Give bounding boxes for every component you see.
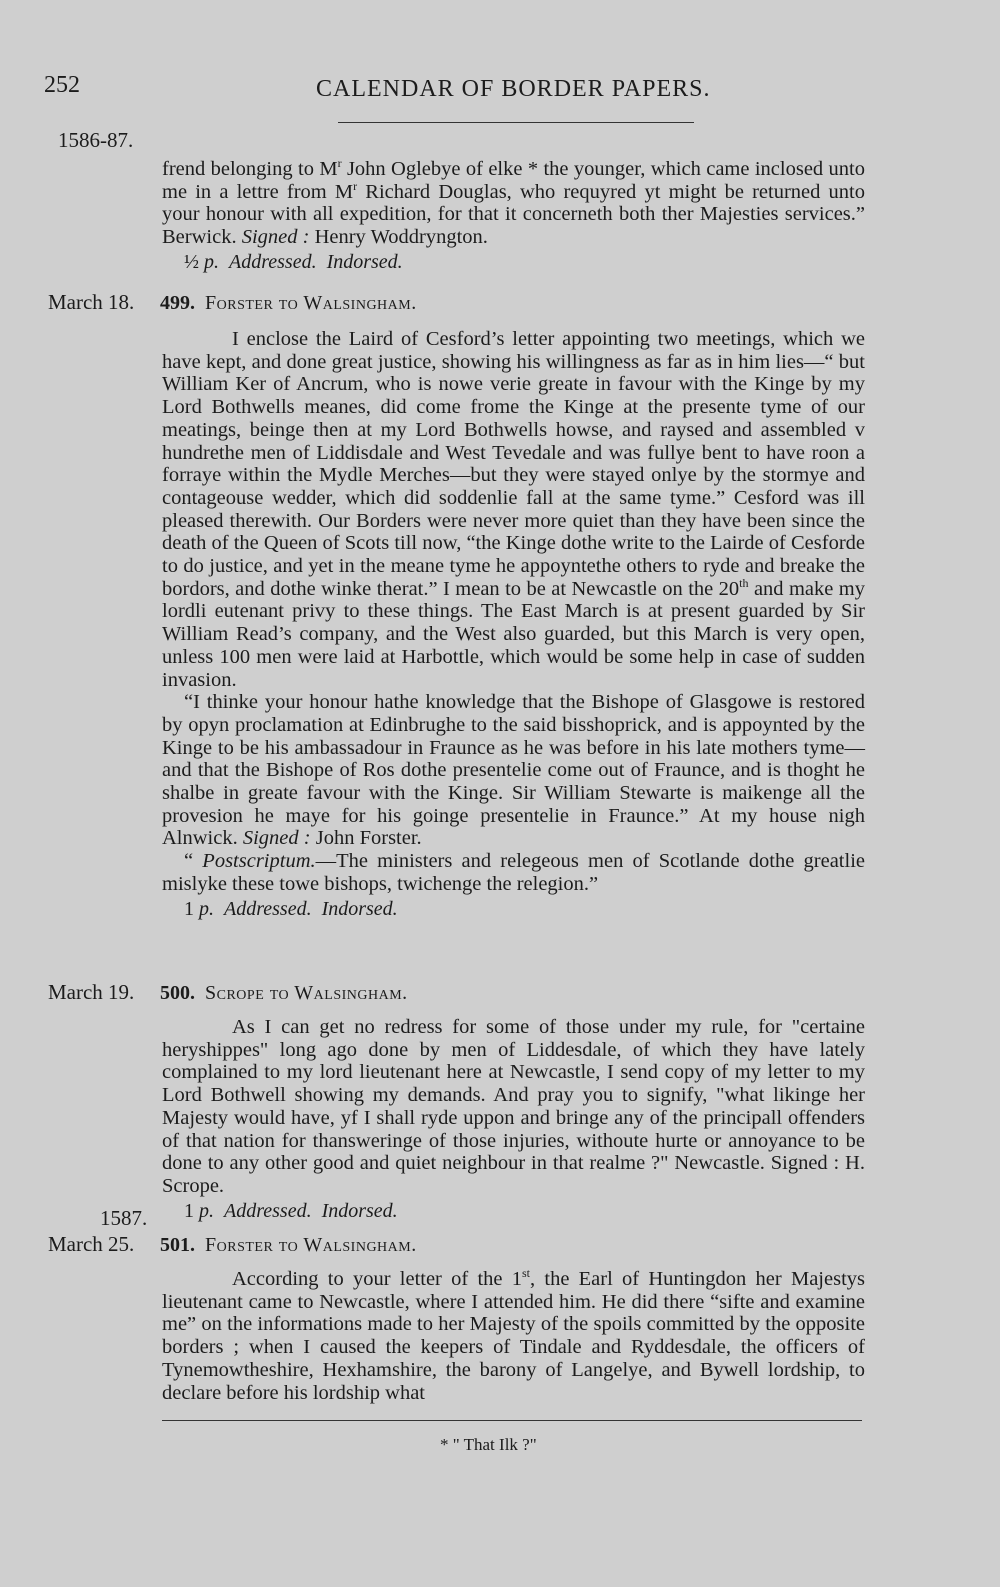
entry-number: 501. bbox=[160, 1234, 195, 1256]
intro-block bbox=[162, 158, 865, 274]
page-number: 252 bbox=[44, 72, 80, 98]
entry-number: 499. bbox=[160, 292, 195, 314]
footnote: * " That Ilk ?" bbox=[440, 1435, 537, 1454]
year-margin: 1586-87. bbox=[58, 128, 134, 152]
entry-date: March 19. bbox=[48, 980, 135, 1004]
running-title: CALENDAR OF BORDER PAPERS. bbox=[316, 76, 711, 102]
entry-paragraph: I enclose the Laird of Cesford’s letter appointing two meetings, which we have kept, and done great justice, showing his willingness as far as in him lies—“ but William Ker of Ancrum, who is nowe verie greate in favour with the Kinge by my Lord Bothwells meanes, did come frome the Kinge at the presente tyme of our meatings, beinge then at my Lord Bothwells howse, and raysed and assembled v hundrethe men of Liddisdale and West Tevedale and was fullye bent to have roon a forraye within the Mydle Merches—but they were stayed onlye by the stormye and contageouse wedder, which did soddenlie fall at the same tyme.” Cesford was ill pleased therewith. Our Borders were never more quiet than they have been since the death of the Queen of Scots till now, “the Kinge dothe write to the Lairde of Cesforde to do justice, and yet in the meane tyme he appoyntethe others to ryde and breake the bordors, and dothe winke therat.” I mean to be at Newcastle on the 20th and make my lordli eutenant privy to these things. The East March is at present guarded by Sir William Read’s company, and the West also guarded, but this March is very open, unless 100 men were laid at Harbottle, which would be some help in case of sudden invasion. bbox=[162, 328, 865, 691]
entry-paragraph: As I can get no redress for some of those under my rule, for "certaine heryshippes" long ago done by men of Liddesdale, of which they have lately complained to my lord lieutenant here at Newcastle, I send copy of my letter to my Lord Bothwell showing my demands. And pray you to signify, "what likinge her Majesty would have, yf I shall ryde uppon and bringe any of the principall offenders of that nation for thansweringe of those injuries, withoute hurte or annoyance to be done to any other good and quiet neighbour in that realme ?" Newcastle. Signed : H. Scrope. bbox=[162, 1016, 865, 1197]
year-margin: 1587. bbox=[100, 1206, 148, 1230]
entry-heading bbox=[160, 982, 408, 1005]
header-rule bbox=[338, 122, 694, 123]
entry-heading bbox=[160, 1234, 417, 1257]
intro-meta: ½ p. Addressed. Indorsed. bbox=[184, 250, 403, 273]
entry-meta: 1 p. Addressed. Indorsed. bbox=[184, 1199, 398, 1222]
entry-body bbox=[162, 1016, 865, 1222]
entry-body bbox=[162, 1268, 865, 1404]
entry-meta: 1 p. Addressed. Indorsed. bbox=[184, 897, 398, 920]
entry-paragraph: “I thinke your honour hathe knowledge that the Bishope of Glasgowe is restored by opyn proclamation at Edinbrughe to the said bisshoprick, and is appoynted by the Kinge to be his ambassadour in Fraunce as he was before in his late mothers tyme—and that the Bishope of Ros dothe presentelie come out of Fraunce, and is thoght he shalbe in greate favour with the Kinge. Sir William Stewarte is maikenge all the provesion he maye for his goinge presentelie in Fraunce.” At my house nigh Alnwick. Signed : John Forster. bbox=[162, 691, 865, 850]
footnote-rule bbox=[162, 1420, 862, 1421]
entry-heading bbox=[160, 292, 417, 315]
entry-title: Forster to Walsingham. bbox=[205, 1234, 417, 1256]
entry-paragraph: According to your letter of the 1st, the Earl of Huntingdon her Majestys lieutenant came to Newcastle, where I attended him. He did there “sifte and examine me” on the informations made to her Majesty of the spoils committed by the opposite borders ; when I caused the keepers of Tindale and Ryddesdale, the officers of Tynemowtheshire, Hexhamshire, the barony of Langelye, and Bywell lordship, to declare before his lordship what bbox=[162, 1266, 865, 1404]
entry-number: 500. bbox=[160, 982, 195, 1004]
entry-paragraph: “ Postscriptum.—The ministers and relegeous men of Scotlande dothe greatlie mislyke these towe bishops, twichenge the relegion.” bbox=[162, 850, 865, 895]
entry-title: Forster to Walsingham. bbox=[205, 292, 417, 314]
entry-date: March 18. bbox=[48, 290, 135, 314]
entry-title: Scrope to Walsingham. bbox=[205, 982, 408, 1004]
entry-date: March 25. bbox=[48, 1232, 135, 1256]
entry-body bbox=[162, 328, 865, 920]
intro-text: frend belonging to $M^r$ John Oglebye of elke * the younger, which came inclosed unto me in a lettre from $M^r$ Richard Douglas, who requyred yt might be returned unto your honour with all expedition, for that it concerneth both ther Majesties services.” Berwick. Signed : Henry Woddryngton. bbox=[162, 156, 866, 249]
